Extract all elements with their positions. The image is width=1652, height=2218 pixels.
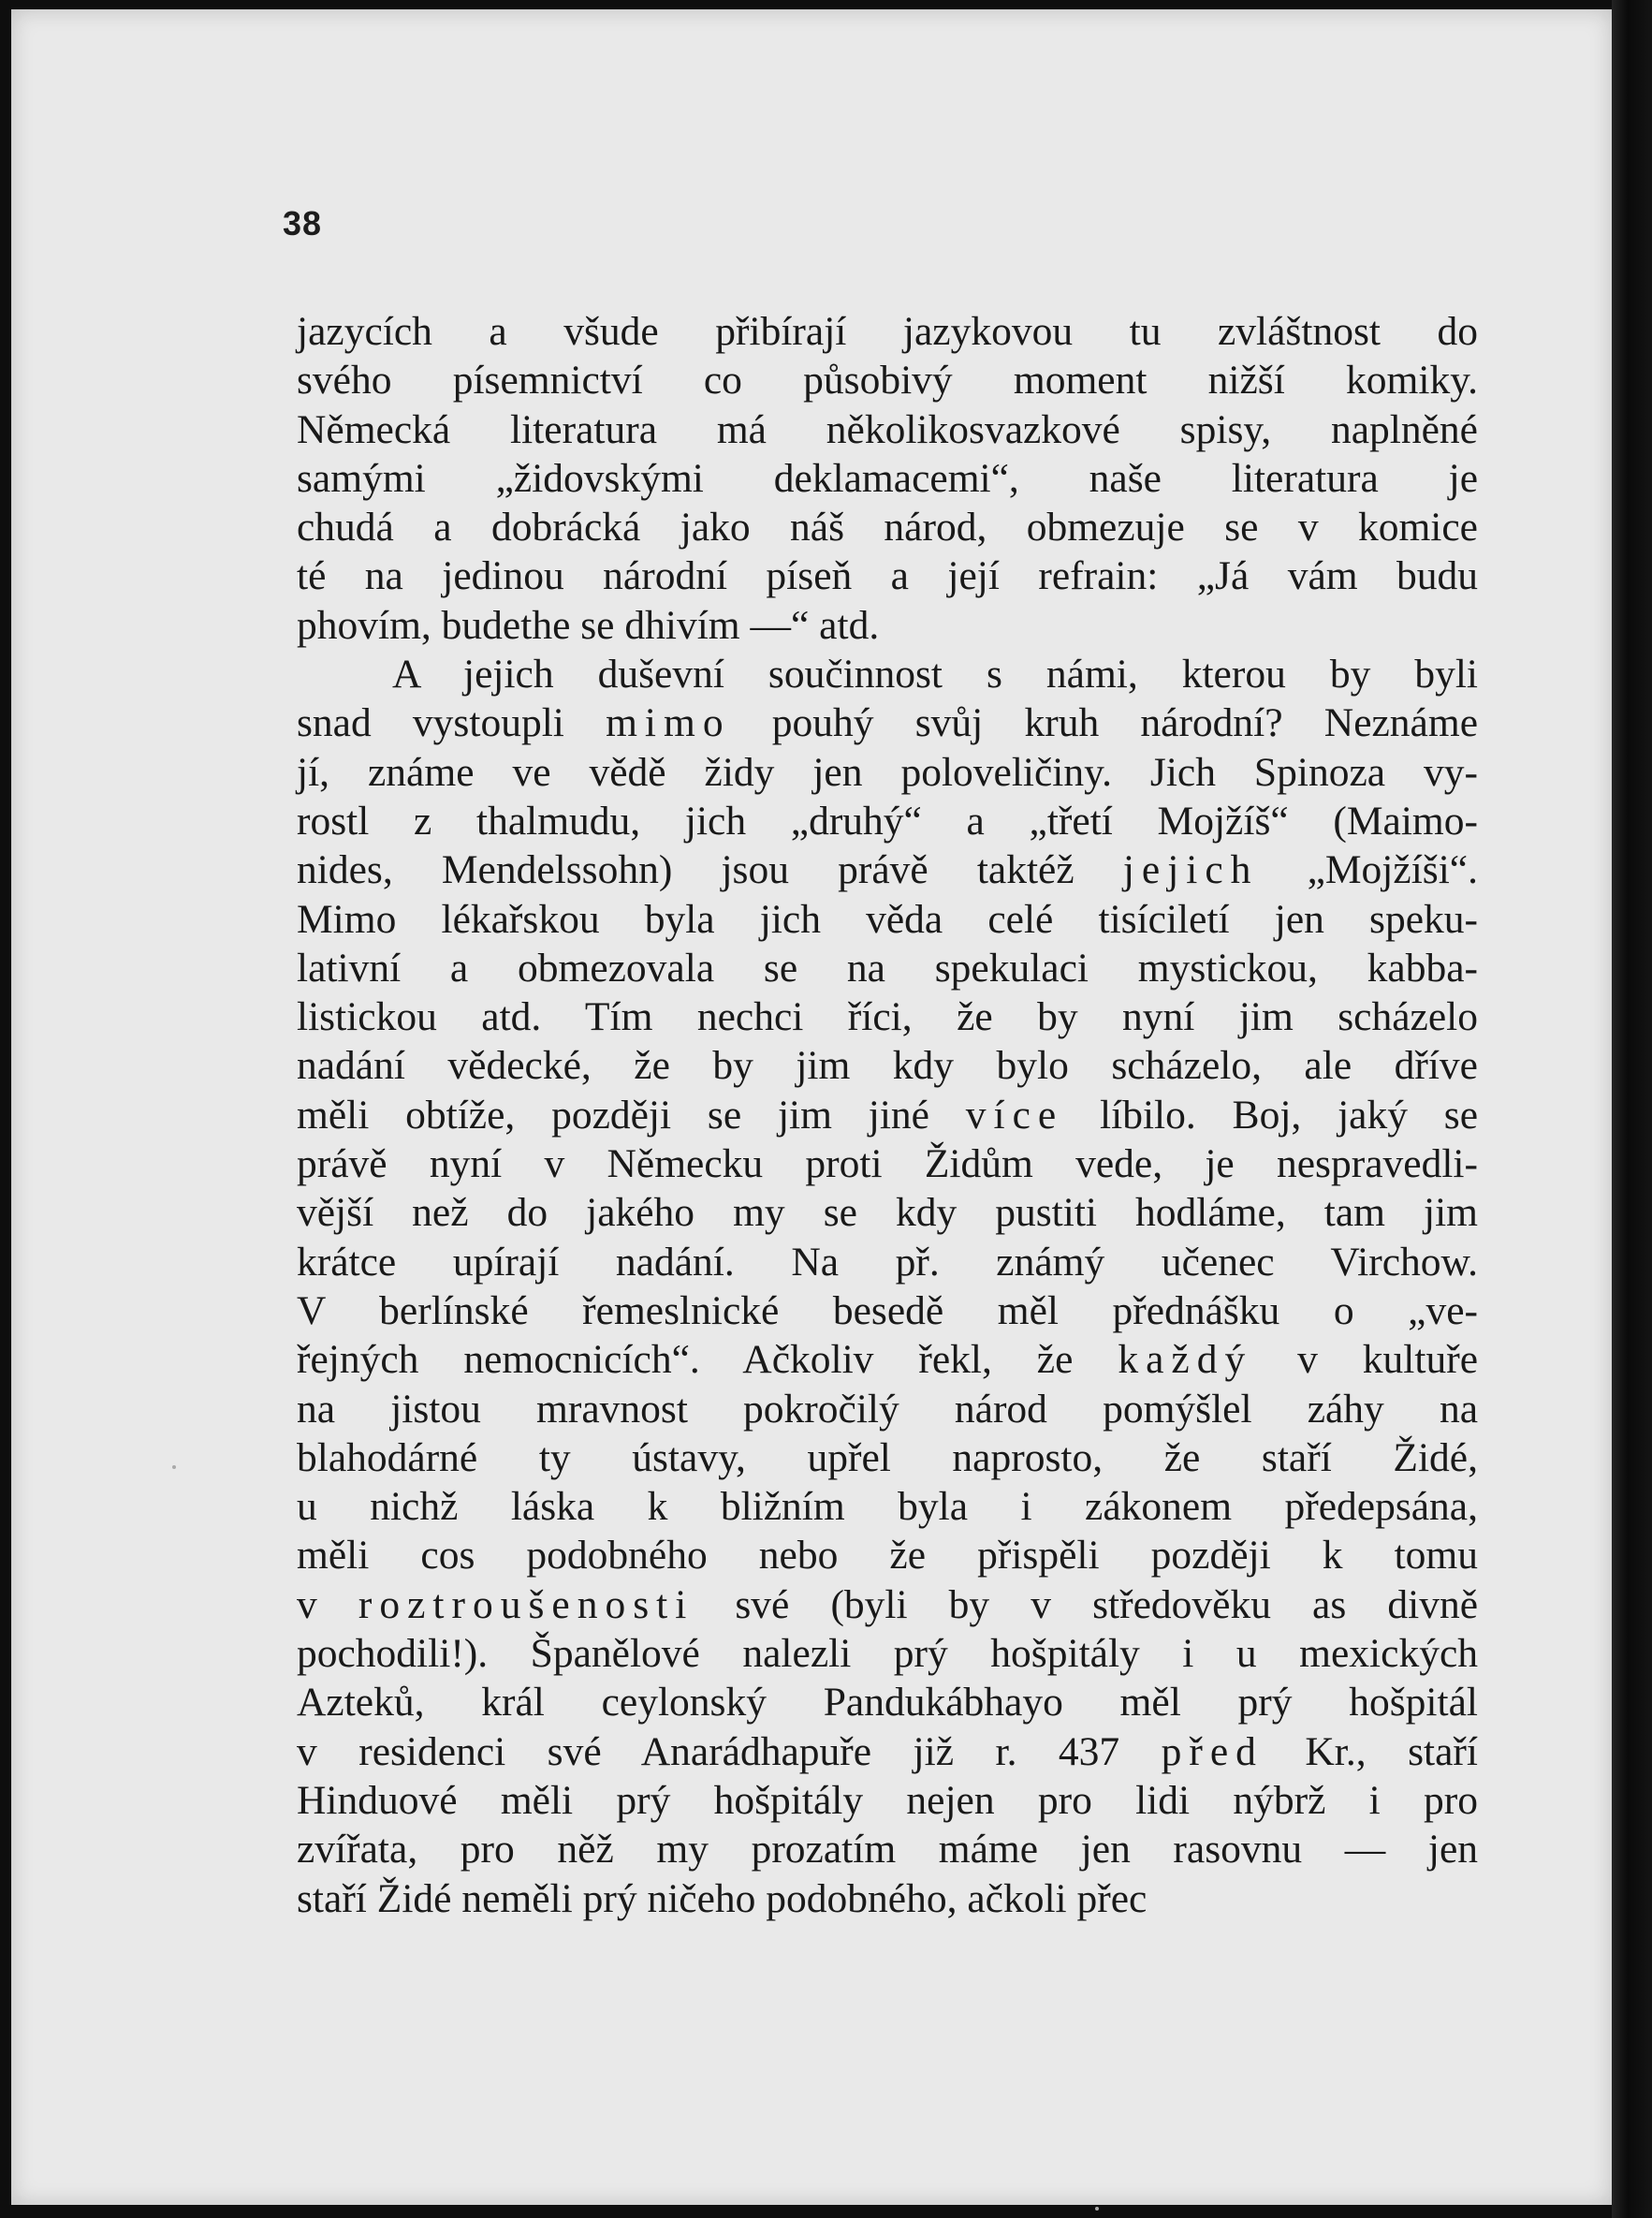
text-segment: nides, Mendelssohn) jsou právě taktéž (297, 847, 1123, 893)
scanned-page (11, 9, 1612, 2205)
text-line (297, 698, 1478, 747)
text-segment: v residenci své Anarádhapuře již r. 437 (297, 1728, 1162, 1774)
text-line (297, 845, 1478, 894)
body-text (297, 307, 1478, 1923)
text-segment: pouhý svůj kruh národní? Neznáme (730, 700, 1479, 746)
text-segment: líbilo. Boj, jaký se (1063, 1092, 1478, 1138)
text-segment: Kr., staří (1263, 1728, 1478, 1774)
text-segment: své (byli by v středověku as divně (694, 1581, 1479, 1627)
text-line: blahodárné ty ústavy, upřel naprosto, že staří Židé, (297, 1434, 1478, 1480)
text-line: listickou atd. Tím nechci říci, že by nyní jim scházelo (297, 994, 1478, 1040)
text-line: rostl z thalmudu, jich „druhý“ a „třetí Mojžíš“ (Maimo- (297, 798, 1478, 844)
speck (1095, 2207, 1099, 2211)
emphasized-spaced-text: jejich (1122, 847, 1259, 893)
text-segment: „Mojžíši“. (1258, 847, 1478, 893)
text-line: u nichž láska k bližním byla i zákonem předepsána, (297, 1484, 1478, 1530)
text-line: Azteků, král ceylonský Pandukábhayo měl prý hošpitál (297, 1680, 1478, 1726)
text-line: krátce upírají nadání. Na př. známý učenec Virchow. (297, 1239, 1478, 1285)
text-line (297, 1335, 1478, 1384)
text-segment: v (297, 1581, 358, 1627)
text-line: V berlínské řemeslnické besedě měl přednášku o „ve- (297, 1287, 1478, 1333)
text-line: pochodili!). Španělové nalezli prý hošpitály i u mexických (297, 1631, 1478, 1677)
text-line (297, 1091, 1478, 1139)
text-line: nadání vědecké, že by jim kdy bylo scházelo, ale dříve (297, 1043, 1478, 1089)
emphasized-spaced-text: každý (1118, 1337, 1253, 1383)
text-line: Mimo lékařskou byla jich věda celé tisíciletí jen speku- (297, 896, 1478, 942)
text-segment: snad vystoupli (297, 700, 607, 746)
text-line: jazycích a všude přibírají jazykovou tu zvláštnost do (297, 309, 1478, 354)
text-line: vější než do jakého my se kdy pustiti hodláme, tam jim (297, 1190, 1478, 1236)
text-line: Hinduové měli prý hošpitály nejen pro lidi nýbrž i pro (297, 1777, 1478, 1823)
emphasized-spaced-text: více (965, 1092, 1064, 1138)
text-line: staří Židé neměli prý ničeho podobného, ačkoli přec (297, 1875, 1148, 1921)
text-line: phovím, budethe se dhivím —“ atd. (297, 602, 880, 648)
text-line: měli cos podobného nebo že přispěli později k tomu (297, 1533, 1478, 1579)
text-segment: měli obtíže, později se jim jiné (297, 1092, 966, 1138)
speck (172, 1465, 176, 1469)
text-line: Německá literatura má několikosvazkové spisy, naplněné (297, 406, 1478, 452)
text-line: právě nyní v Německu proti Židům vede, je nespravedli- (297, 1141, 1478, 1187)
text-line: chudá a dobrácká jako náš národ, obmezuje se v komice (297, 505, 1478, 551)
text-line: té na jedinou národní píseň a její refrain: „Já vám budu (297, 553, 1478, 599)
emphasized-spaced-text: roztroušenosti (358, 1581, 694, 1627)
text-segment: řejných nemocnicích“. Ačkoliv řekl, že (297, 1337, 1118, 1383)
text-line (297, 1580, 1478, 1629)
emphasized-spaced-text: mimo (606, 700, 731, 746)
emphasized-spaced-text: před (1161, 1728, 1264, 1774)
scan-dark-edge (1612, 0, 1652, 2218)
text-line: svého písemnictví co působivý moment nižší komiky. (297, 358, 1478, 404)
text-segment: v kultuře (1252, 1337, 1479, 1383)
text-line: jí, známe ve vědě židy jen poloveličiny. Jich Spinoza vy- (297, 749, 1478, 795)
text-line: zvířata, pro něž my prozatím máme jen rasovnu — jen (297, 1827, 1478, 1873)
page-number: 38 (283, 204, 323, 242)
text-line: A jejich duševní součinnost s námi, kterou by byli (392, 652, 1478, 698)
text-line (297, 1727, 1478, 1776)
text-line: na jistou mravnost pokročilý národ pomýšlel záhy na (297, 1386, 1478, 1432)
text-line: lativní a obmezovala se na spekulaci mystickou, kabba- (297, 945, 1478, 991)
text-line: samými „židovskými deklamacemi“, naše literatura je (297, 455, 1478, 501)
